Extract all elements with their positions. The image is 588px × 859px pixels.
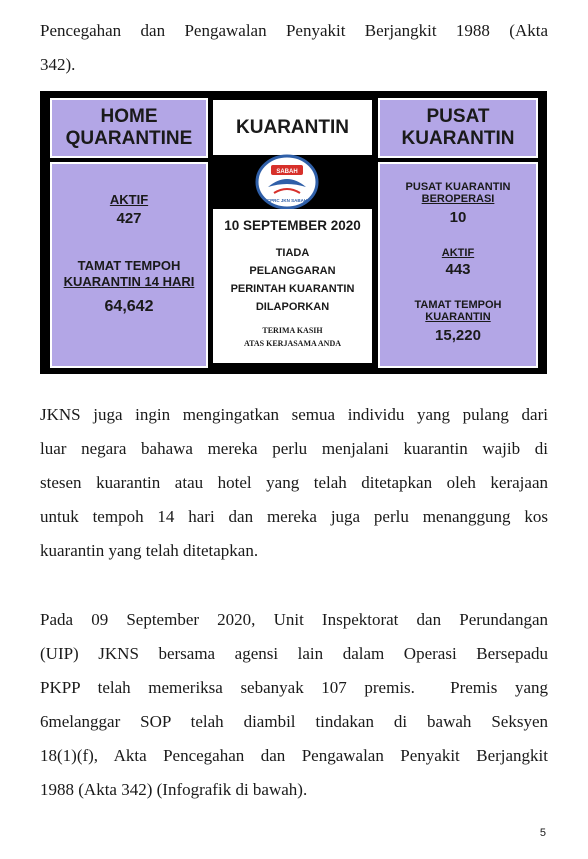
text-line: 18(1)(f), Akta Pencegahan dan Pengawalan Penyakit Berjangkit <box>40 746 548 765</box>
header-line: HOME <box>100 106 158 127</box>
logo-text-bottom: CPRC JKN SABAH <box>266 198 308 203</box>
notice-paragraph <box>40 398 548 568</box>
status-message: DILAPORKAN <box>255 301 330 313</box>
text-line: JKNS juga ingin mengingatkan semua individu yang pulang dari <box>40 405 548 424</box>
header-line: KUARANTIN <box>401 128 515 149</box>
home-quarantine-panel <box>50 162 208 368</box>
text-line: PKPP telah memeriksa sebanyak 107 premis. Premis yang <box>40 678 548 697</box>
intro-paragraph <box>40 14 548 82</box>
page-number: 5 <box>539 827 546 839</box>
completed-label: TAMAT TEMPOH <box>414 299 502 311</box>
text-line: stesen kuarantin atau hotel yang telah ditetapkan oleh kerajaan <box>40 473 548 492</box>
status-date: 10 SEPTEMBER 2020 <box>224 218 361 233</box>
text-line: 342). <box>40 55 76 74</box>
operating-label: BEROPERASI <box>421 193 495 205</box>
text-line: luar negara bahawa mereka perlu menjalani kuarantin wajib di <box>40 439 548 458</box>
thanks-note: ATAS KERJASAMA ANDA <box>243 339 342 348</box>
text-line: 1988 (Akta 342) (Infografik di bawah). <box>40 780 308 799</box>
completed-value: 15,220 <box>435 327 481 344</box>
text-line: 6melanggar SOP telah diambil tindakan di bawah Seksyen <box>40 712 548 731</box>
thanks-note: TERIMA KASIH <box>262 326 323 335</box>
active-label: AKTIF <box>109 192 149 207</box>
status-message: TIADA <box>275 247 310 259</box>
text-line: kuarantin yang telah ditetapkan. <box>40 541 259 560</box>
status-message: PERINTAH KUARANTIN <box>230 283 355 295</box>
home-quarantine-header <box>50 98 208 158</box>
status-panel <box>213 209 372 363</box>
logo-text-top: SABAH <box>276 169 298 175</box>
active-value: 427 <box>116 210 142 227</box>
text-line: untuk tempoh 14 hari dan mereka juga perlu menanggung kos <box>40 507 548 526</box>
header-line: QUARANTINE <box>65 128 193 149</box>
pusat-kuarantin-panel <box>378 162 538 368</box>
text-line: (UIP) JKNS bersama agensi lain dalam Operasi Bersepadu <box>40 644 548 663</box>
header-line: PUSAT <box>426 106 490 127</box>
kuarantin-header <box>213 100 372 155</box>
text-line: Pencegahan dan Pengawalan Penyakit Berjangkit 1988 (Akta <box>40 21 548 40</box>
quarantine-infographic <box>40 91 547 374</box>
completed-label: KUARANTIN 14 HARI <box>63 274 195 289</box>
completed-label: TAMAT TEMPOH <box>77 258 181 273</box>
header-title: KUARANTIN <box>236 116 349 138</box>
pusat-kuarantin-header <box>378 98 538 158</box>
active-value: 443 <box>445 261 471 278</box>
operating-value: 10 <box>449 209 467 226</box>
inspection-paragraph <box>40 603 548 807</box>
text-line: Pada 09 September 2020, Unit Inspektorat dan Perundangan <box>40 610 548 629</box>
operating-label: PUSAT KUARANTIN <box>405 181 511 193</box>
active-label: AKTIF <box>441 247 475 259</box>
cprc-logo-icon <box>254 153 320 211</box>
completed-label: KUARANTIN <box>425 311 491 323</box>
status-message: PELANGGARAN <box>249 265 336 277</box>
completed-value: 64,642 <box>104 298 154 315</box>
